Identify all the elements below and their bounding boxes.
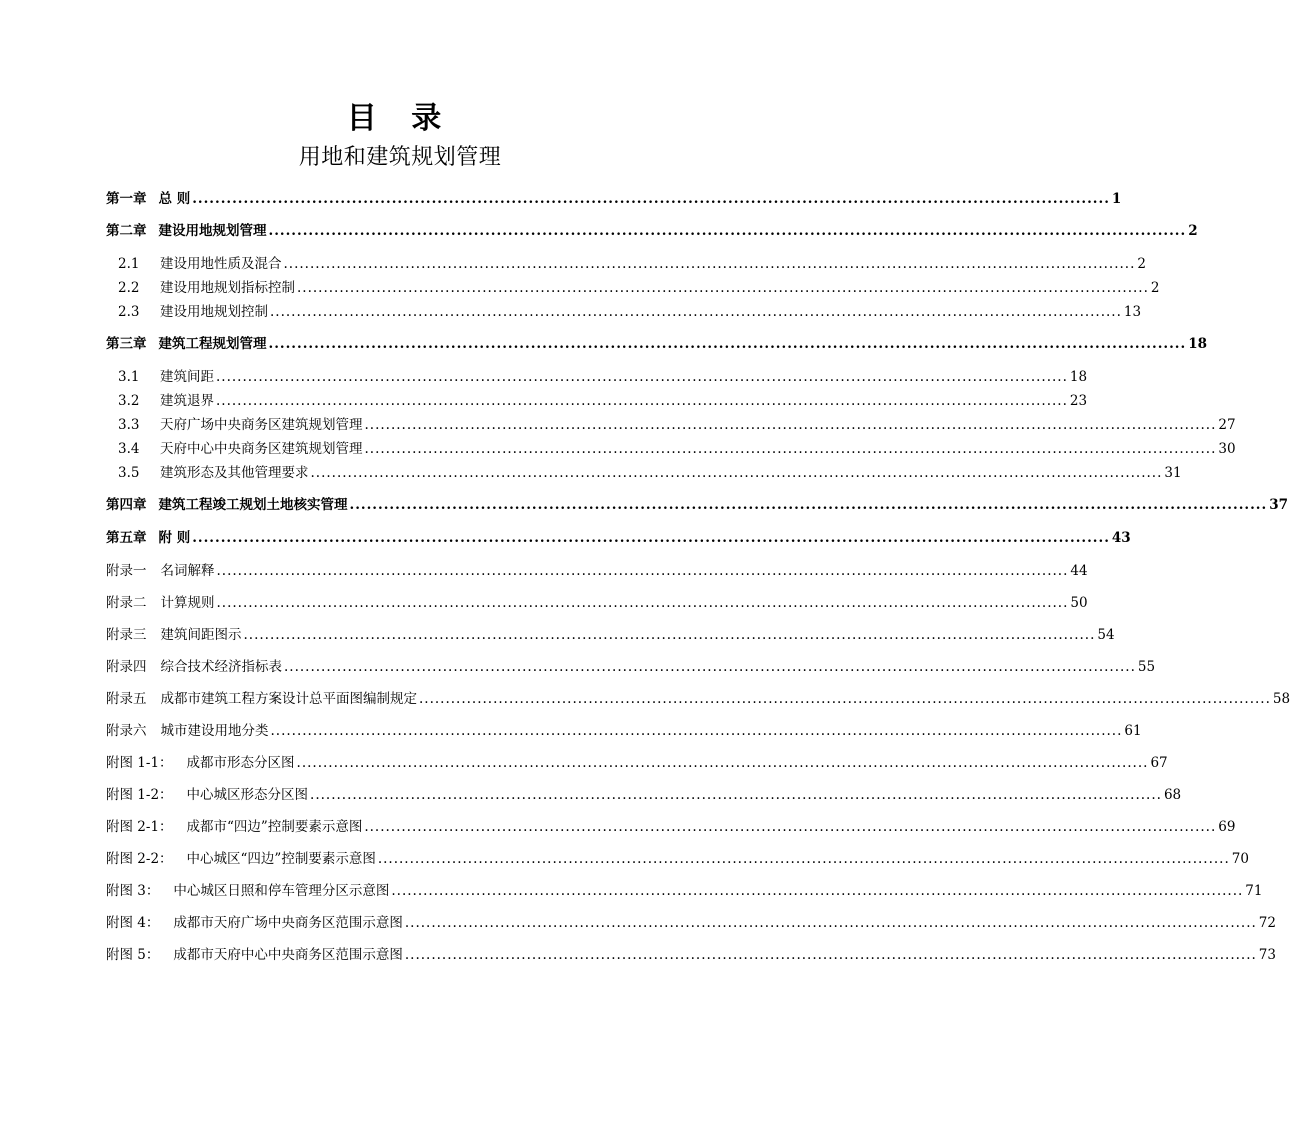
toc-entry-number: 附图 5： bbox=[106, 947, 160, 963]
toc-entry-label: 建筑工程规划管理 bbox=[158, 336, 267, 352]
toc-entry-page: 1 bbox=[1111, 191, 1122, 207]
toc-entry-label: 综合技术经济指标表 bbox=[160, 659, 282, 675]
toc-entry-page: 18 bbox=[1188, 336, 1207, 352]
toc-entry[interactable] bbox=[106, 658, 1156, 676]
dot-leader: ................................................................................................................................................................. bbox=[216, 393, 1068, 409]
toc-entry-number: 附录一 bbox=[106, 563, 147, 579]
toc-entry-label: 建筑退界 bbox=[160, 393, 214, 409]
dot-leader: ................................................................................................................................................................. bbox=[268, 336, 1187, 352]
toc-entry-label: 成都市“四边”控制要素示意图 bbox=[186, 819, 363, 835]
toc-entry-number: 3.5 bbox=[118, 465, 140, 481]
toc-entry-label: 成都市天府广场中央商务区范围示意图 bbox=[173, 915, 403, 931]
toc-entry-label: 建筑形态及其他管理要求 bbox=[160, 465, 309, 481]
toc-entry-label: 建设用地规划控制 bbox=[160, 304, 268, 320]
dot-leader: ................................................................................................................................................................. bbox=[310, 465, 1163, 481]
toc-entry-page: 13 bbox=[1123, 304, 1142, 320]
toc-entry-page: 69 bbox=[1218, 819, 1236, 835]
toc-entry-number: 附图 2-1： bbox=[106, 819, 173, 835]
toc-entry[interactable] bbox=[118, 279, 1160, 297]
toc-entry-page: 44 bbox=[1070, 563, 1088, 579]
toc-entry-label: 建设用地规划管理 bbox=[158, 223, 267, 239]
toc-entry[interactable] bbox=[118, 303, 1142, 321]
toc-entry[interactable] bbox=[106, 222, 1198, 240]
toc-entry-page: 43 bbox=[1111, 530, 1131, 546]
toc-entry-number: 第二章 bbox=[106, 223, 147, 239]
toc-entry-page: 23 bbox=[1069, 393, 1088, 409]
toc-entry-number: 第五章 bbox=[106, 530, 147, 546]
toc-entry-label: 总 则 bbox=[158, 191, 191, 207]
toc-entry[interactable] bbox=[106, 690, 1290, 708]
toc-entry[interactable] bbox=[106, 850, 1249, 868]
toc-entry-page: 30 bbox=[1218, 441, 1236, 457]
dot-leader: ................................................................................................................................................................. bbox=[270, 304, 1122, 320]
toc-entry-label: 城市建设用地分类 bbox=[160, 723, 269, 739]
dot-leader: ................................................................................................................................................................. bbox=[310, 787, 1162, 803]
toc-entry-page: 18 bbox=[1069, 369, 1088, 385]
toc-entry-number: 附录二 bbox=[106, 595, 147, 611]
dot-leader: ................................................................................................................................................................. bbox=[297, 280, 1149, 296]
toc-entry-label: 中心城区“四边”控制要素示意图 bbox=[186, 851, 376, 867]
toc-entry[interactable] bbox=[106, 818, 1236, 836]
toc-entry-number: 3.4 bbox=[118, 441, 140, 457]
toc-entry-label: 成都市天府中心中央商务区范围示意图 bbox=[173, 947, 403, 963]
toc-entry-label: 中心城区形态分区图 bbox=[186, 787, 309, 803]
toc-entry-number: 第三章 bbox=[106, 336, 147, 352]
toc-entry-label: 天府中心中央商务区建筑规划管理 bbox=[160, 441, 363, 457]
toc-entry-page: 55 bbox=[1137, 659, 1156, 675]
toc-entry-number: 第四章 bbox=[106, 497, 147, 513]
dot-leader: ................................................................................................................................................................. bbox=[404, 915, 1257, 931]
toc-entry[interactable] bbox=[118, 440, 1236, 458]
toc-entry-number: 附录五 bbox=[106, 691, 147, 707]
toc-entry-number: 附图 1-2： bbox=[106, 787, 173, 803]
toc-entry[interactable] bbox=[106, 786, 1182, 804]
toc-entry-number: 附图 2-2： bbox=[106, 851, 173, 867]
dot-leader: ................................................................................................................................................................. bbox=[192, 191, 1110, 207]
toc-entry-page: 27 bbox=[1218, 417, 1236, 433]
toc-entry[interactable] bbox=[106, 562, 1088, 580]
toc-entry-label: 计算规则 bbox=[160, 595, 215, 611]
toc-entry[interactable] bbox=[106, 946, 1276, 964]
toc-entry[interactable] bbox=[118, 255, 1146, 273]
toc-entry[interactable] bbox=[118, 392, 1088, 410]
toc-entry-page: 61 bbox=[1124, 723, 1142, 739]
toc-entry-number: 3.3 bbox=[118, 417, 140, 433]
toc-entry-label: 附 则 bbox=[158, 530, 191, 546]
dot-leader: ................................................................................................................................................................. bbox=[284, 659, 1136, 675]
toc-entry[interactable] bbox=[106, 914, 1276, 932]
dot-leader: ................................................................................................................................................................. bbox=[216, 563, 1069, 579]
dot-leader: ................................................................................................................................................................. bbox=[404, 947, 1257, 963]
toc-entry-label: 建设用地性质及混合 bbox=[160, 256, 282, 272]
toc-entry-number: 附图 1-1： bbox=[106, 755, 173, 771]
toc-entry-page: 71 bbox=[1245, 883, 1263, 899]
toc-entry-label: 成都市形态分区图 bbox=[186, 755, 295, 771]
toc-entry[interactable] bbox=[106, 754, 1168, 772]
toc-entry-page: 50 bbox=[1070, 595, 1088, 611]
toc-entry-label: 中心城区日照和停车管理分区示意图 bbox=[173, 883, 390, 899]
toc-entry-label: 天府广场中央商务区建筑规划管理 bbox=[160, 417, 363, 433]
toc-entry-label: 建设用地规划指标控制 bbox=[160, 280, 295, 296]
toc-entry-number: 附录三 bbox=[106, 627, 147, 643]
toc-entry-number: 3.1 bbox=[118, 369, 140, 385]
toc-entry-label: 成都市建筑工程方案设计总平面图编制规定 bbox=[160, 691, 417, 707]
dot-leader: ................................................................................................................................................................. bbox=[391, 883, 1244, 899]
dot-leader: ................................................................................................................................................................. bbox=[377, 851, 1230, 867]
toc-entry[interactable] bbox=[106, 335, 1207, 353]
page-subtitle: 用地和建筑规划管理 bbox=[298, 145, 502, 170]
toc-entry-page: 31 bbox=[1164, 465, 1182, 481]
dot-leader: ................................................................................................................................................................. bbox=[268, 223, 1187, 239]
toc-entry-page: 73 bbox=[1258, 947, 1276, 963]
toc-entry-number: 3.2 bbox=[118, 393, 140, 409]
toc-entry[interactable] bbox=[106, 496, 1288, 514]
toc-entry-page: 2 bbox=[1150, 280, 1160, 296]
dot-leader: ................................................................................................................................................................. bbox=[364, 441, 1217, 457]
toc-entry[interactable] bbox=[106, 594, 1088, 612]
toc-entry-page: 2 bbox=[1137, 256, 1146, 272]
toc-entry-label: 建筑间距 bbox=[160, 369, 214, 385]
dot-leader: ................................................................................................................................................................. bbox=[296, 755, 1149, 771]
toc-entry[interactable] bbox=[106, 722, 1142, 740]
dot-leader: ................................................................................................................................................................. bbox=[349, 497, 1268, 513]
dot-leader: ................................................................................................................................................................. bbox=[283, 256, 1136, 272]
toc-entry-page: 2 bbox=[1188, 223, 1198, 239]
toc-entry[interactable] bbox=[106, 190, 1122, 208]
toc-entry[interactable] bbox=[106, 882, 1263, 900]
page-title: 目 录 bbox=[346, 101, 454, 136]
dot-leader: ................................................................................................................................................................. bbox=[270, 723, 1123, 739]
toc-entry-number: 附录六 bbox=[106, 723, 147, 739]
toc-entry-number: 附录四 bbox=[106, 659, 147, 675]
toc-entry-page: 70 bbox=[1231, 851, 1249, 867]
toc-entry-page: 67 bbox=[1150, 755, 1168, 771]
toc-entry-number: 2.2 bbox=[118, 280, 140, 296]
toc-entry-page: 58 bbox=[1272, 691, 1290, 707]
toc-entry-page: 54 bbox=[1097, 627, 1115, 643]
toc-entry-label: 建筑间距图示 bbox=[160, 627, 242, 643]
dot-leader: ................................................................................................................................................................. bbox=[364, 417, 1217, 433]
toc-entry-page: 68 bbox=[1163, 787, 1182, 803]
dot-leader: ................................................................................................................................................................. bbox=[364, 819, 1217, 835]
toc-entry-page: 72 bbox=[1258, 915, 1276, 931]
dot-leader: ................................................................................................................................................................. bbox=[216, 595, 1069, 611]
toc-entry[interactable] bbox=[106, 626, 1115, 644]
dot-leader: ................................................................................................................................................................. bbox=[419, 691, 1271, 707]
toc-entry[interactable] bbox=[118, 368, 1088, 386]
toc-entry-number: 第一章 bbox=[106, 191, 147, 207]
toc-entry-number: 2.1 bbox=[118, 256, 140, 272]
toc-entry-number: 2.3 bbox=[118, 304, 140, 320]
toc-entry-label: 建筑工程竣工规划土地核实管理 bbox=[158, 497, 348, 513]
dot-leader: ................................................................................................................................................................. bbox=[216, 369, 1068, 385]
toc-entry[interactable] bbox=[118, 416, 1236, 434]
toc-entry[interactable] bbox=[118, 464, 1182, 482]
toc-entry-number: 附图 4： bbox=[106, 915, 160, 931]
dot-leader: ................................................................................................................................................................. bbox=[192, 530, 1110, 546]
toc-entry[interactable] bbox=[106, 529, 1131, 547]
toc-entry-label: 名词解释 bbox=[160, 563, 215, 579]
dot-leader: ................................................................................................................................................................. bbox=[243, 627, 1096, 643]
toc-entry-number: 附图 3： bbox=[106, 883, 160, 899]
toc-entry-page: 37 bbox=[1269, 497, 1288, 513]
